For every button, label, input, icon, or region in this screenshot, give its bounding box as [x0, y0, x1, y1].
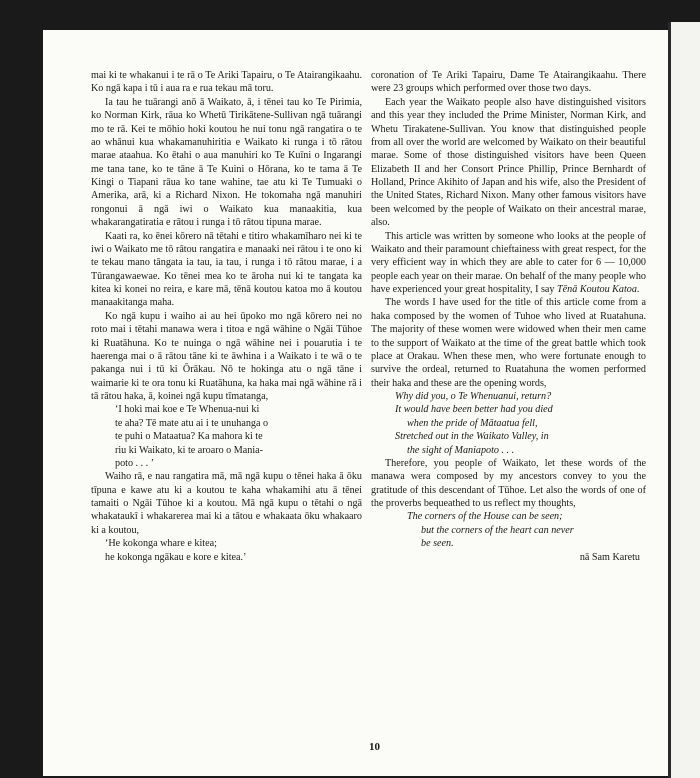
paragraph-text: .	[636, 284, 640, 295]
italic-phrase: Tēnā Koutou Katoa	[557, 284, 637, 295]
paragraph-text: This article was written by someone who looks at the people of Waikato and their paramount chieftainess with great respect, for the very efficient way in which they are able to cater for 6 — 10,000 people each year on their marae. On behalf of the many people who have experienced your great hospitality, I say	[371, 230, 646, 295]
poem-line: be seen.	[421, 538, 454, 550]
proverb-quote	[105, 537, 362, 564]
left-column-maori	[91, 69, 362, 564]
poem-line: but the corners of the heart can never	[421, 524, 574, 536]
poem-line: te puhi o Mataatua? Ka mahora ki te	[115, 431, 263, 443]
paragraph: The words I have used for the title of this article come from a haka composed by the women of Tuhoe who lived at Ruatahuna. The majority of these women were widowed when their men came to the support of Waikato at the time of the great battle which took place at Orakau. When these men, who were fortunate enough to survive the ordeal, returned to Ruatahuna the women performed their haka and these are the opening words,	[371, 297, 646, 389]
paragraph	[371, 230, 646, 297]
haka-quote	[115, 403, 362, 470]
haka-translation	[371, 390, 646, 457]
poem-line: Stretched out in the Waikato Valley, in	[395, 431, 549, 443]
poem-line: It would have been better had you died	[395, 404, 553, 416]
poem-line: he kokonga ngākau e kore e kitea.’	[105, 551, 247, 563]
paragraph: Kaati ra, ko ēnei kōrero nā tētahi e titiro whakamīharo nei ki te iwi o Waikato me tō rātou rangatira e manaaki nei rātou i te ono ki te tekau mano tāngata ia tau, ia tau, i runga i tō rātou marae, i a Tūrangawaewae. Ko tēnei mea ko te āroha nui ki te tangata ka kitea ki konei no reira, e kare mā, tēnā koutou katoa mo ā koutou manaakitanga maha.	[91, 230, 362, 309]
paragraph: Ko ngā kupu i waiho ai au hei ūpoko mo ngā kōrero nei no roto mai i tētahi manawa wera i titoa e ngā wāhine o Ngāi Tūhoe ki Ruatāhuna. Ko te nuinga o ngā wāhine nei i pouarutia i te haerenga mai o ā rātou tāne ki te āwhina i a Waikato i te wā o te pakanga nui i tū ki Ōrākau. Nō te hokinga atu o ngā tāne i waimarie ki te ora tonu ki Ruatāhuna, ka haka mai ngā wāhine rā i tā rātou haka, ā, koinei ngā kupu tīmatanga,	[91, 310, 362, 402]
paragraph: Ia tau he tuārangi anō ā Waikato, ā, i tēnei tau ko Te Pirimia, ko Norman Kirk, rāua ko Whetū Tirikātene-Sullivan ngā tuārangi mo te rā. Kei te mōhio hoki koutou he nui tonu ngā rangatira o te ao whānui kua whakamanuhiritia e Waikato ki runga i tō rātou marae ataahua. Ko ētahi o aua manuhiri ko Te Kuīni o Ingarangi me tana tane, ko te tāne ā Te Kuini o Hōrana, ko te tama ā Te Kingi o Tiapani rāua ko tane wahine, tae atu ki Te Tumuaki o Amerika, arā, ki a Richard Nixon. He tokomaha ngā manuhiri rongonui ā ngā iwi o Waikato kua manaakitia, kua whakarangatiratia e rātou i runga i tō rātou tipuna marae.	[91, 96, 362, 229]
adjacent-page-edge	[668, 22, 700, 778]
poem-line: the sight of Maniapoto . . .	[407, 444, 515, 456]
poem-line: riu ki Waikato, ki te aroaro o Mania-	[115, 444, 264, 456]
proverb-translation	[371, 510, 646, 550]
paragraph: Therefore, you people of Waikato, let these words of the manawa wera composed by my ancestors convey to you the gratitude of this descendant of Tūhoe. Let also the words of one of the proverbs bequeathed to us reflect my thoughts,	[371, 457, 646, 509]
poem-line: poto . . . ’	[115, 457, 155, 469]
poem-line: te aha? Tē mate atu ai i te unuhanga o	[115, 417, 269, 429]
poem-line: Why did you, o Te Whenuanui, return?	[395, 391, 552, 402]
paragraph: coronation of Te Ariki Tapairu, Dame Te Atairangikaahu. There were 23 groups which performed over those two days.	[371, 70, 646, 95]
paragraph: mai ki te whakanui i te rā o Te Ariki Tapairu, o Te Atairangikaahu. Ko ngā kapa i tū i aua ra e rua tekau mā toru.	[91, 70, 362, 95]
poem-line: when the pride of Mātaatua fell,	[407, 417, 538, 429]
document-page	[43, 30, 668, 776]
poem-line: The corners of the House can be seen;	[407, 511, 563, 523]
poem-line: ‘I hoki mai koe e Te Whenua-nui ki	[115, 404, 260, 416]
paragraph: Each year the Waikato people also have distinguished visitors and this year they included the Prime Minister, Norman Kirk, and Whetu Tirakatene-Sullivan. You know that distinguished people from all over the world are welcomed by Waikato on their beautiful marae. Some of those distinguished visitors have been Queen Elizabeth II and her Consort Prince Phillip, Prince Bernhardt of Holland, Prince Akihito of Japan and his wife, also the President of the United States, Richard Nixon. Many other famous visitors have been welcomed by the people of Waikato on their ancestral marae, also.	[371, 96, 646, 229]
author-signature: nā Sam Karetu	[579, 551, 640, 563]
right-column-english	[371, 69, 646, 564]
paragraph: Waiho rā, e nau rangatira mā, mā ngā kupu o tēnei haka ā ōku tīpuna e kawe atu ki a koutou te kaha whakamihi atu ā tēnei tamaiti o Ngāi Tūhoe ki a koutou. Mā ngā kupu o tētahi o ngā whakataukī i whakarerea mai ki a tātou e whakaata ōku whakaaro ki a koutou,	[91, 471, 362, 536]
poem-line: ‘He kokonga whare e kitea;	[105, 538, 217, 550]
page-number: 10	[369, 741, 380, 753]
